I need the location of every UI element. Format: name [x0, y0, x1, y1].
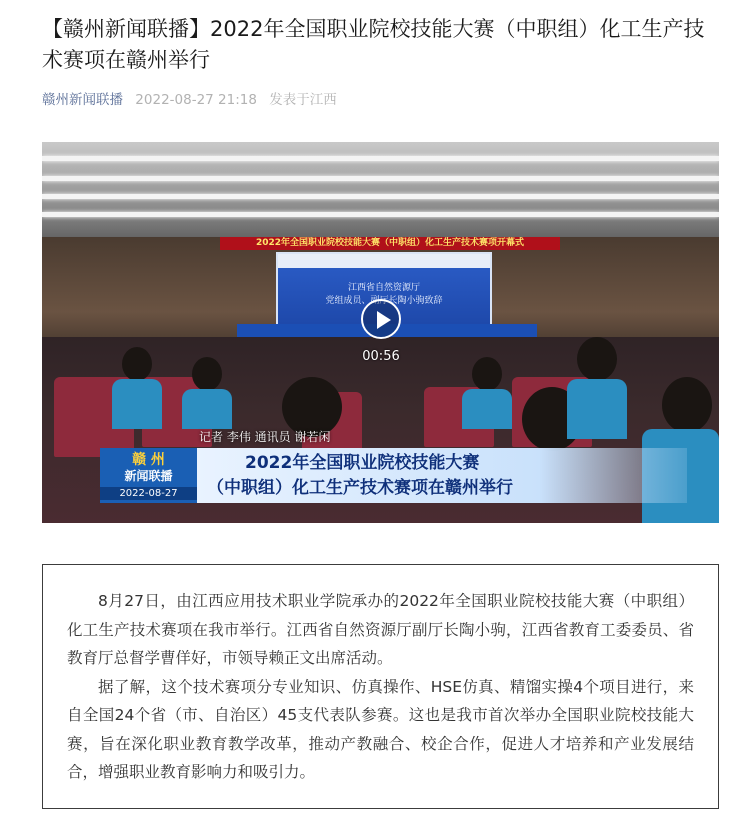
article-body [42, 564, 719, 809]
video-caption-line: （中职组）化工生产技术赛项在赣州举行 [207, 478, 513, 498]
audience-head [282, 377, 342, 437]
publish-time: 2022-08-27 21:18 [135, 92, 257, 108]
audience-head [472, 357, 502, 391]
audience-head [662, 377, 712, 433]
audience-shirt [182, 389, 232, 429]
news-logo-program: 新闻联播 [124, 469, 173, 483]
stage-banner: 2022年全国职业院校技能大赛（中职组）化工生产技术赛项开幕式 [220, 237, 560, 250]
video-player[interactable] [42, 142, 719, 523]
article-paragraph: 8月27日，由江西应用技术职业学院承办的2022年全国职业院校技能大赛（中职组）化工生产技术赛项在我市举行。江西省自然资源厅副厅长陶小驹，江西省教育工委委员、省教育厅总督学曹佯好，市领导赖正文出席活动。 [67, 592, 694, 667]
audience-head [577, 337, 617, 381]
publish-location: 发表于江西 [269, 92, 337, 108]
video-frame-light [42, 176, 719, 181]
play-button[interactable] [361, 299, 401, 339]
video-frame-light [42, 212, 719, 217]
video-frame-light [42, 156, 719, 161]
article-meta [42, 90, 337, 110]
video-frame-light [42, 194, 719, 199]
video-duration: 00:56 [362, 349, 400, 364]
video-caption [197, 448, 687, 503]
reporter-credit: 记者 李伟 通讯员 谢若闲 [199, 430, 331, 444]
audience-head [192, 357, 222, 391]
stage-screen-header [278, 254, 490, 268]
audience-shirt [567, 379, 627, 439]
video-caption-line: 2022年全国职业院校技能大赛 [245, 453, 480, 473]
article-title: 【赣州新闻联播】2022年全国职业院校技能大赛（中职组）化工生产技术赛项在赣州举行 [42, 17, 705, 72]
news-logo-city: 赣 州 [132, 452, 165, 468]
stage-screen-line: 江西省自然资源厅 [347, 283, 420, 293]
audience-shirt [462, 389, 512, 429]
audience-head [122, 347, 152, 381]
account-name-link[interactable]: 赣州新闻联播 [42, 92, 123, 108]
news-logo [100, 448, 197, 503]
news-logo-date: 2022-08-27 [100, 487, 197, 500]
stage-screen-line: 党组成员、副厅长陶小驹致辞 [325, 296, 443, 306]
article-paragraph: 据了解，这个技术赛项分专业知识、仿真操作、HSE仿真、精馏实操4个项目进行，来自全国24个省（市、自治区）45支代表队参赛。这也是我市首次举办全国职业院校技能大赛，旨在深化职业教育教学改革，推动产教融合、校企合作，促进人才培养和产业发展结合，增强职业教育影响力和吸引力。 [67, 677, 694, 781]
audience-shirt [112, 379, 162, 429]
